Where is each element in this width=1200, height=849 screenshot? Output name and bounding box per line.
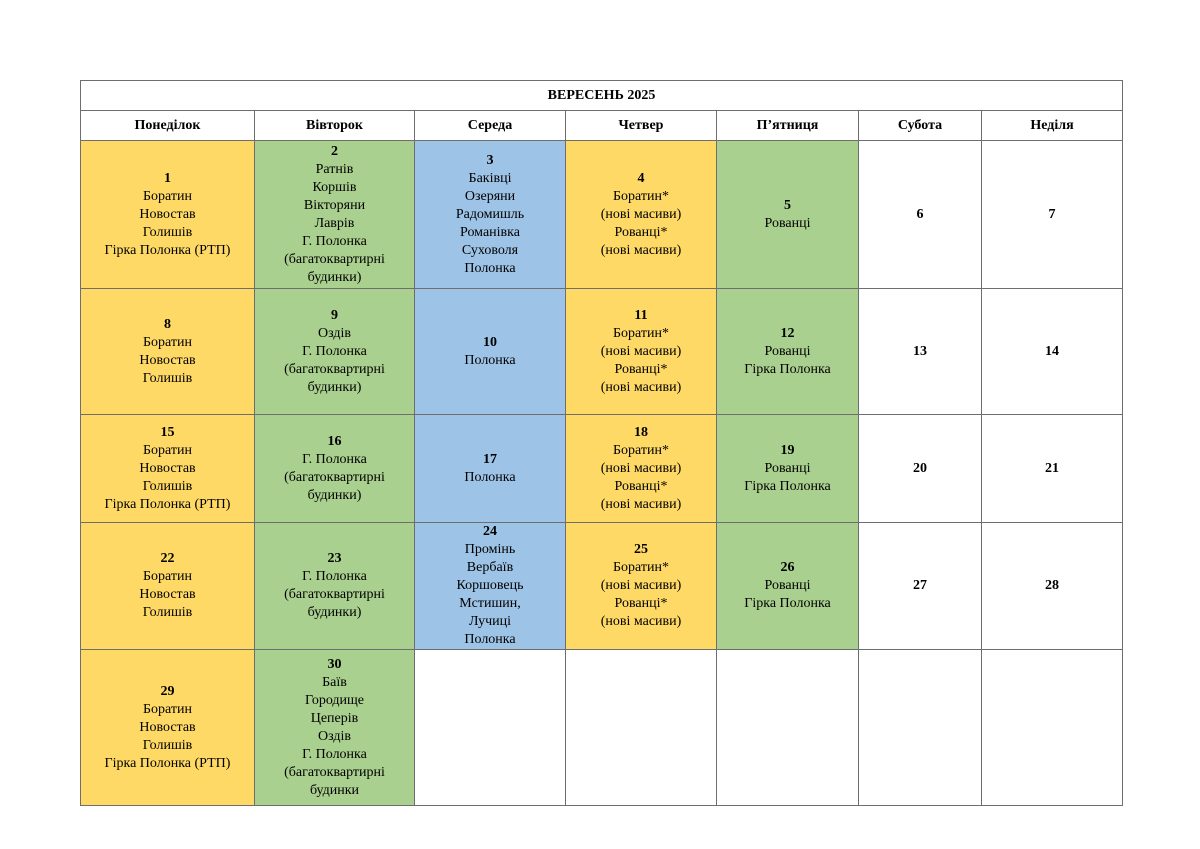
day-cell-16 — [255, 415, 415, 523]
location-label: (нові масиви) — [600, 496, 682, 512]
location-label: (багатоквартирні — [284, 361, 385, 377]
location-label: Боратин — [143, 569, 192, 584]
day-cell-10 — [415, 289, 566, 415]
day-number: 29 — [160, 683, 175, 699]
location-label: Новостав — [139, 587, 196, 602]
location-label: (нові масиви) — [600, 206, 682, 222]
location-label: Промінь — [464, 542, 516, 557]
location-label: будинки) — [307, 379, 362, 395]
location-label: (багатоквартирні — [284, 469, 385, 485]
day-number: 1 — [164, 170, 171, 186]
day-number: 18 — [634, 424, 648, 440]
location-label: Полонка — [464, 260, 516, 276]
location-label: Рованці* — [614, 361, 668, 377]
day-cell-3 — [415, 141, 566, 289]
day-cell-8 — [81, 289, 255, 415]
day-cell-9 — [255, 289, 415, 415]
empty-day-cell — [566, 650, 717, 806]
location-label: Коршів — [312, 179, 357, 195]
location-label: (багатоквартирні — [284, 764, 385, 780]
location-label: Боратин — [143, 188, 192, 204]
day-number: 10 — [483, 334, 497, 350]
weekday-tuesday: Вівторок — [255, 111, 415, 141]
location-label: Голишів — [142, 605, 193, 620]
day-cell-2 — [255, 141, 415, 289]
day-number: 13 — [913, 343, 927, 359]
day-cell-11 — [566, 289, 717, 415]
empty-day-cell — [717, 650, 859, 806]
schedule-calendar — [80, 80, 1123, 806]
day-cell-18 — [566, 415, 717, 523]
location-label: Г. Полонка — [302, 451, 367, 467]
day-number: 9 — [331, 307, 338, 323]
day-number: 26 — [780, 560, 795, 575]
location-label: будинки) — [307, 487, 362, 503]
day-number: 2 — [331, 143, 338, 159]
location-label: Рованці — [764, 215, 811, 231]
day-number: 12 — [780, 325, 795, 341]
day-cell-14 — [982, 289, 1123, 415]
day-cell-28 — [982, 523, 1123, 650]
day-cell-23 — [255, 523, 415, 650]
location-label: Озеряни — [464, 188, 516, 204]
calendar-week-row — [81, 523, 1123, 650]
location-label: Полонка — [464, 352, 516, 368]
location-label: Гірка Полонка (РТП) — [104, 755, 231, 771]
location-label: Цеперів — [310, 710, 359, 726]
day-cell-21 — [982, 415, 1123, 523]
weekday-saturday: Субота — [859, 111, 982, 141]
day-cell-7 — [982, 141, 1123, 289]
day-cell-6 — [859, 141, 982, 289]
day-number: 24 — [483, 524, 497, 539]
calendar-week-row — [81, 415, 1123, 523]
location-label: Рованці* — [614, 224, 668, 240]
location-label: Коршовець — [456, 578, 524, 593]
location-label: Новостав — [139, 206, 196, 222]
location-label: (багатоквартирні — [284, 587, 385, 602]
location-label: Г. Полонка — [302, 569, 367, 584]
location-label: Новостав — [139, 460, 196, 476]
calendar-week-row — [81, 650, 1123, 806]
location-label: Новостав — [139, 352, 196, 368]
location-label: Г. Полонка — [302, 233, 367, 249]
location-label: будинки) — [307, 269, 362, 285]
location-label: Г. Полонка — [302, 746, 367, 762]
location-label: Оздів — [317, 728, 351, 744]
location-label: Полонка — [464, 469, 516, 485]
day-number: 3 — [486, 152, 494, 168]
location-label: Рованці* — [614, 478, 668, 494]
location-label: Рованці — [764, 578, 811, 593]
location-label: (нові масиви) — [600, 343, 682, 359]
location-label: Г. Полонка — [302, 343, 367, 359]
calendar-title: ВЕРЕСЕНЬ 2025 — [81, 81, 1123, 111]
day-number: 27 — [913, 578, 927, 593]
weekday-thursday: Четвер — [566, 111, 717, 141]
day-number: 5 — [784, 197, 791, 213]
location-label: Гірка Полонка (РТП) — [104, 496, 231, 512]
location-label: Голишів — [142, 478, 193, 494]
location-label: Мстишин, — [459, 596, 521, 611]
location-label: Ратнів — [315, 161, 354, 177]
location-label: Боратин* — [613, 560, 669, 575]
day-cell-12 — [717, 289, 859, 415]
day-cell-20 — [859, 415, 982, 523]
weekday-friday: П’ятниця — [717, 111, 859, 141]
day-cell-1 — [81, 141, 255, 289]
location-label: Боратин — [143, 442, 192, 458]
day-cell-30 — [255, 650, 415, 806]
day-cell-27 — [859, 523, 982, 650]
day-number: 4 — [637, 170, 645, 186]
location-label: будинки) — [307, 605, 362, 620]
calendar-body — [81, 141, 1123, 806]
location-label: Рованці — [764, 460, 811, 476]
empty-day-cell — [859, 650, 982, 806]
location-label: Боратин* — [613, 442, 669, 458]
location-label: Вікторяни — [303, 197, 366, 213]
location-label: Городище — [304, 692, 365, 708]
day-cell-15 — [81, 415, 255, 523]
location-label: Гірка Полонка — [744, 478, 831, 494]
day-number: 28 — [1045, 578, 1059, 593]
day-cell-5 — [717, 141, 859, 289]
location-label: Романівка — [460, 224, 520, 240]
location-label: Суховоля — [461, 242, 519, 258]
day-number: 25 — [634, 542, 648, 557]
weekday-monday: Понеділок — [81, 111, 255, 141]
weekday-sunday: Неділя — [982, 111, 1123, 141]
day-number: 11 — [634, 307, 648, 323]
day-number: 20 — [913, 460, 927, 476]
day-number: 7 — [1048, 206, 1056, 222]
location-label: Боратин* — [613, 188, 669, 204]
day-number: 16 — [327, 433, 342, 449]
empty-day-cell — [415, 650, 566, 806]
location-label: Голишів — [142, 370, 193, 386]
location-label: Полонка — [464, 632, 516, 647]
location-label: Рованці* — [614, 596, 668, 611]
location-label: Новостав — [139, 719, 196, 735]
day-number: 19 — [780, 442, 795, 458]
location-label: Голишів — [142, 224, 193, 240]
day-number: 30 — [327, 656, 342, 672]
location-label: Боратин — [143, 701, 192, 717]
day-cell-19 — [717, 415, 859, 523]
location-label: Оздів — [317, 325, 351, 341]
calendar-week-row — [81, 141, 1123, 289]
location-label: Лучиці — [468, 614, 512, 629]
location-label: Гірка Полонка — [744, 361, 831, 377]
day-cell-26 — [717, 523, 859, 650]
location-label: (нові масиви) — [600, 379, 682, 395]
location-label: Баківці — [468, 170, 512, 186]
weekday-wednesday: Середа — [415, 111, 566, 141]
location-label: Баїв — [322, 674, 347, 690]
location-label: (нові масиви) — [600, 578, 682, 593]
day-cell-25 — [566, 523, 717, 650]
day-number: 15 — [160, 424, 175, 440]
location-label: Голишів — [142, 737, 193, 753]
location-label: (нові масиви) — [600, 460, 682, 476]
location-label: (нові масиви) — [600, 614, 682, 629]
location-label: будинки — [309, 782, 360, 798]
location-label: Лаврів — [314, 215, 355, 231]
location-label: Рованці — [764, 343, 811, 359]
location-label: Вербаїв — [466, 560, 514, 575]
location-label: (нові масиви) — [600, 242, 682, 258]
location-label: Гірка Полонка — [744, 596, 831, 611]
day-number: 23 — [327, 551, 342, 566]
day-number: 8 — [164, 316, 171, 332]
location-label: Боратин* — [613, 325, 669, 341]
day-cell-29 — [81, 650, 255, 806]
empty-day-cell — [982, 650, 1123, 806]
location-label: Гірка Полонка (РТП) — [104, 242, 231, 258]
day-number: 14 — [1045, 343, 1059, 359]
day-number: 6 — [916, 206, 924, 222]
calendar-week-row — [81, 289, 1123, 415]
day-cell-17 — [415, 415, 566, 523]
day-number: 21 — [1045, 460, 1059, 476]
location-label: Радомишль — [455, 206, 525, 222]
location-label: Боратин — [143, 334, 192, 350]
day-cell-13 — [859, 289, 982, 415]
day-number: 22 — [160, 551, 175, 566]
day-cell-24 — [415, 523, 566, 650]
day-cell-22 — [81, 523, 255, 650]
location-label: (багатоквартирні — [284, 251, 385, 267]
day-number: 17 — [483, 451, 497, 467]
day-cell-4 — [566, 141, 717, 289]
